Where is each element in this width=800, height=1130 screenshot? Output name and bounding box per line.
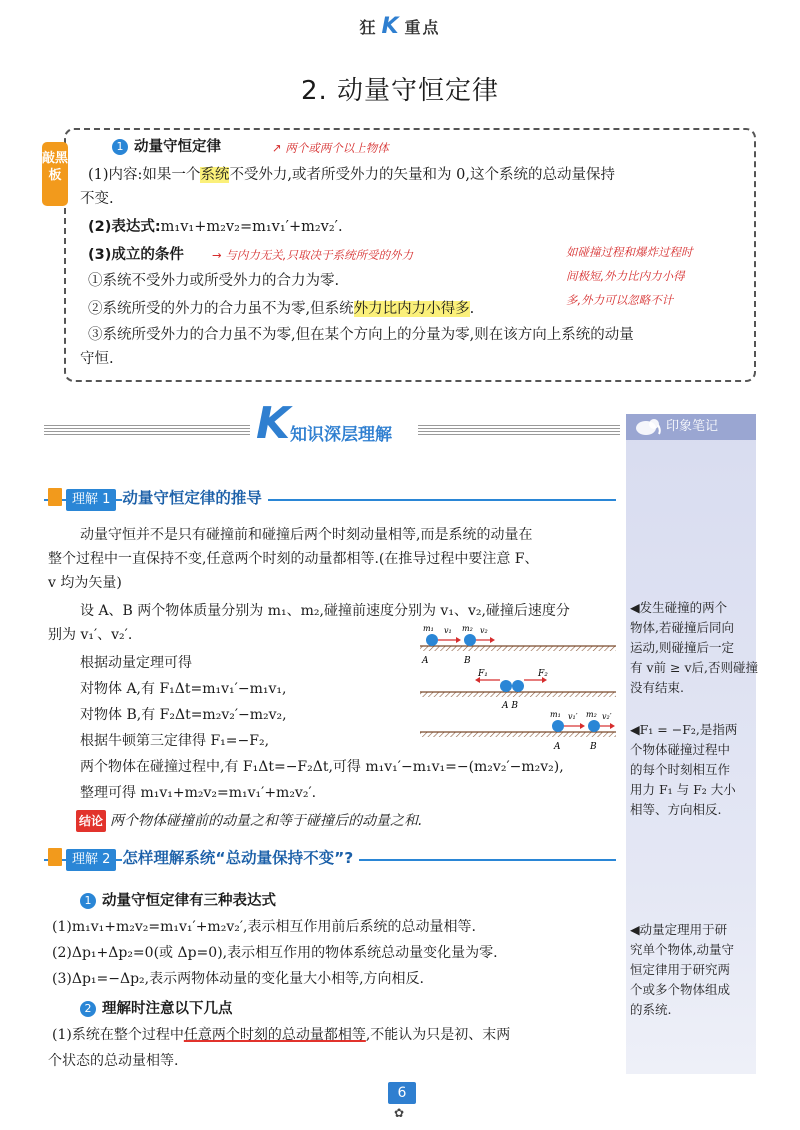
label-f2: F₂ [538, 669, 548, 679]
header-left: 狂 [359, 18, 378, 37]
label-m1: m₁ [550, 710, 561, 719]
highlight-force: 外力比内力小得多 [353, 301, 470, 317]
diagram-row-before [420, 624, 616, 666]
label-b: B [590, 742, 597, 752]
condition-1: ①系统不受外力或所受外力的合力为零. [88, 273, 340, 289]
label-ab: A B [502, 701, 518, 711]
diagram-row-after [420, 710, 616, 752]
ball-a [552, 720, 564, 732]
content-line-2: 不变. [80, 191, 114, 207]
ball-a [500, 680, 512, 692]
ground-surface [420, 732, 616, 737]
handwritten-note-condition: → 与内力无关,只取决于系统所受的外力 [212, 248, 413, 262]
subsection-2-heading: 2 理解时注意以下几点 [80, 998, 233, 1020]
derivation-step: 整理可得 m₁v₁+m₂v₂=m₁v₁′+m₂v₂′. [80, 785, 317, 801]
derivation-step: 两个物体在碰撞过程中,有 F₁Δt=−F₂Δt,可得 m₁v₁′−m₁v₁=−(m₂v₂′−m₂v₂), [80, 759, 564, 775]
paragraph-line: v 均为矢量) [48, 575, 122, 591]
topic-2-title: 怎样理解系统“总动量保持不变”? [122, 849, 359, 867]
topic-2-header [48, 846, 359, 868]
label-v1: v₁ [444, 626, 452, 635]
topic-1-header [48, 486, 268, 508]
expression-line: (2)表达式:m₁v₁+m₂v₂=m₁v₁′+m₂v₂′. [88, 219, 343, 235]
label-v2: v₂ [480, 626, 488, 635]
label-m1: m₁ [423, 624, 434, 633]
ball-b [464, 634, 476, 646]
page-title: 2. 动量守恒定律 [300, 76, 500, 106]
ball-b [512, 680, 524, 692]
number-badge-icon: 2 [80, 1001, 96, 1017]
derivation-step: 根据动量定理可得 [80, 655, 192, 671]
book-icon [48, 488, 62, 506]
ground-surface [420, 692, 616, 697]
paragraph-line: 别为 v₁′、v₂′. [48, 627, 133, 643]
expression-item: (3)Δp₁=−Δp₂,表示两物体动量的变化量大小相等,方向相反. [52, 971, 425, 987]
paragraph-line: 动量守恒并不是只有碰撞前和碰撞后两个时刻动量相等,而是系统的动量在 [80, 527, 533, 543]
highlight-system: 系统 [200, 167, 230, 183]
arrow-icon: → [212, 248, 226, 262]
conclusion-line: 结论 两个物体碰撞前的动量之和等于碰撞后的动量之和. [76, 810, 422, 832]
condition-3: ③系统所受外力的合力虽不为零,但在某个方向上的分量为零,则在该方向上系统的动量 [88, 327, 634, 343]
diagram-row-during [420, 669, 616, 711]
banner-rule-right [418, 425, 620, 435]
page-number: 6 [388, 1082, 416, 1104]
label-v2-prime: v₂′ [602, 712, 612, 721]
ball-a [426, 634, 438, 646]
ground-surface [420, 646, 616, 651]
collision-diagram [418, 622, 618, 758]
elephant-icon [632, 416, 662, 443]
condition-2: ②系统所受的外力的合力虽不为零,但系统外力比内力小得多. [88, 301, 475, 317]
note-line: (1)系统在整个过程中任意两个时刻的总动量都相等,不能认为只是初、末两 [52, 1027, 511, 1043]
content-line-1: (1)内容:如果一个系统不受外力,或者所受外力的矢量和为 0,这个系统的总动量保持 [88, 167, 615, 183]
paragraph-line: 整个过程中一直保持不变,任意两个时刻的动量都相等.(在推导过程中要注意 F、 [48, 551, 539, 567]
running-header [0, 14, 800, 39]
number-badge-icon: 1 [112, 139, 128, 155]
condition-3-cont: 守恒. [80, 351, 114, 367]
underlined-phrase: 任意两个时刻的总动量都相等 [183, 1027, 366, 1043]
note-line: 个状态的总动量相等. [48, 1053, 179, 1069]
key-box-heading: 1 动量守恒定律 [112, 136, 221, 158]
k-logo-icon: K [381, 14, 401, 39]
subsection-1-heading: 1 动量守恒定律有三种表达式 [80, 890, 276, 912]
derivation-step: 对物体 A,有 F₁Δt=m₁v₁′−m₁v₁, [80, 681, 287, 697]
handwritten-note-right: 如碰撞过程和爆炸过程时 间极短,外力比内力小得 多,外力可以忽略不计 [566, 245, 693, 307]
side-note-newton: ◀F₁ = −F₂,是指两 个物体碰撞过程中 的每个时刻相互作 用力 F₁ 与 F₂ 大小 相等、方向相反. [630, 722, 738, 817]
label-m2: m₂ [462, 624, 473, 633]
side-note-theorem: ◀动量定理用于研 究单个物体,动量守 恒定律用于研究两 个或多个物体组成 的系统. [630, 922, 734, 1017]
conclusion-tag: 结论 [76, 810, 106, 832]
label-a: A [554, 742, 561, 752]
header-right: 重点 [404, 18, 441, 37]
topic-1-title: 动量守恒定律的推导 [122, 489, 268, 507]
banner-rule-left [44, 425, 250, 435]
label-b: B [464, 656, 471, 666]
expression-item: (2)Δp₁+Δp₂=0(或 Δp=0),表示相互作用的物体系统总动量变化量为零. [52, 945, 498, 961]
topic-2-tag: 理解 2 [66, 849, 116, 871]
label-a: A [422, 656, 429, 666]
arrow-icon: ↗ [272, 141, 286, 155]
label-v1-prime: v₁′ [568, 712, 578, 721]
expression-item: (1)m₁v₁+m₂v₂=m₁v₁′+m₂v₂′,表示相互作用前后系统的总动量相等. [52, 919, 476, 935]
decoration-icon: ✿ [394, 1106, 405, 1120]
k-logo-icon: K [256, 398, 291, 449]
topic-1-tag: 理解 1 [66, 489, 116, 511]
book-icon [48, 848, 62, 866]
paragraph-line: 设 A、B 两个物体质量分别为 m₁、m₂,碰撞前速度分别为 v₁、v₂,碰撞后速度分 [80, 603, 570, 619]
key-box-tab: 敲黑板 [42, 142, 68, 206]
label-f1: F₁ [478, 669, 488, 679]
ball-b [588, 720, 600, 732]
side-notes-header: 印象笔记 [626, 414, 756, 440]
number-badge-icon: 1 [80, 893, 96, 909]
label-m2: m₂ [586, 710, 597, 719]
handwritten-note-system: ↗ 两个或两个以上物体 [272, 141, 389, 155]
condition-heading: (3)成立的条件 [88, 247, 184, 263]
side-note-collision: ◀发生碰撞的两个 物体,若碰撞后同向 运动,则碰撞后一定 有 v前 ≥ v后,否则碰撞 没有结束. [630, 600, 758, 695]
derivation-step: 对物体 B,有 F₂Δt=m₂v₂′−m₂v₂, [80, 707, 287, 723]
section-banner-title: 知识深层理解 [290, 425, 392, 445]
derivation-step: 根据牛顿第三定律得 F₁=−F₂, [80, 733, 270, 749]
